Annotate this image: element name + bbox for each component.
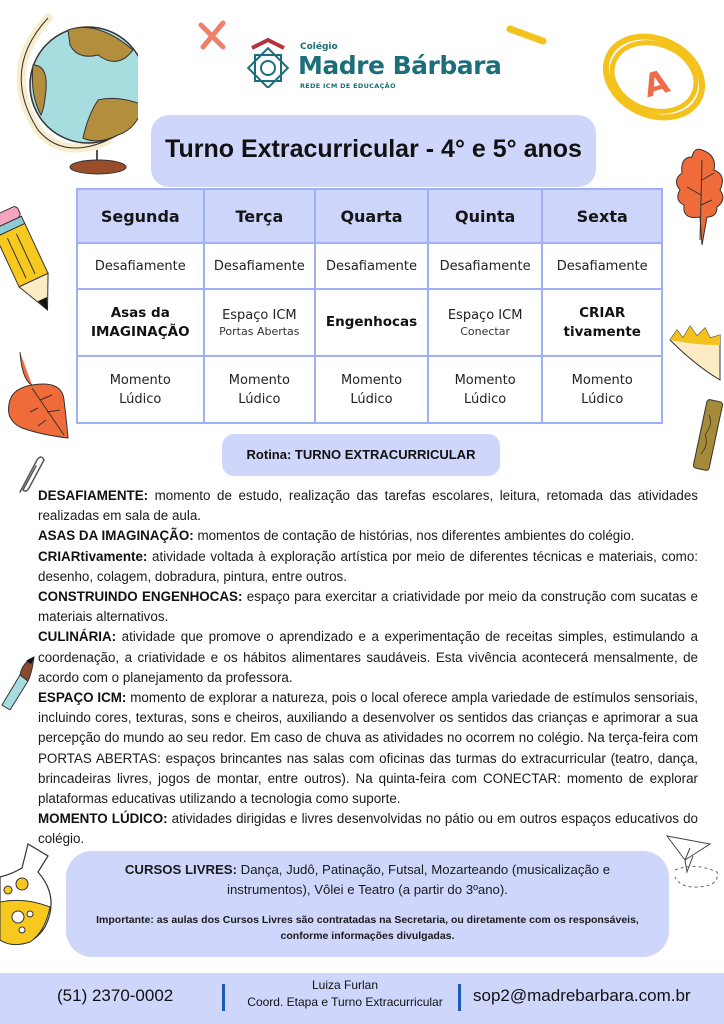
cell-line: Lúdico: [464, 391, 507, 407]
description-term: ASAS DA IMAGINAÇÃO:: [38, 528, 194, 544]
table-cell: [542, 356, 662, 423]
cursos-livres-box: [66, 851, 669, 957]
footer-divider: [222, 984, 225, 1011]
coordinator-name: Luiza Furlan: [311, 978, 379, 992]
description-text: momentos de contação de histórias, nos diferentes ambientes do colégio.: [193, 528, 635, 544]
cell-line: CRIAR: [579, 304, 626, 321]
description-item: [38, 587, 698, 627]
table-row: [77, 356, 662, 423]
table-cell: Desafiamente: [77, 243, 204, 289]
cell-line: Lúdico: [119, 391, 162, 407]
school-logo-icon: [246, 38, 290, 88]
description-term: CRIARtivamente:: [38, 548, 148, 564]
cell-line: IMAGINAÇÃO: [90, 323, 190, 340]
cell-line: Asas da: [110, 304, 170, 321]
rotina-label: Rotina: TURNO EXTRACURRICULAR: [222, 434, 500, 476]
cell-main: Espaço ICM: [222, 308, 297, 323]
footer-divider: [458, 984, 461, 1011]
cell-line: Momento: [109, 372, 171, 388]
table-cell: Engenhocas: [315, 289, 428, 356]
title-banner: [151, 115, 596, 187]
description-text: atividade que promove o aprendizado e a experimentação de receitas simples, estimulando a coordenação, a criatividade e os hábitos alimentares saudáveis. Esta vivência acontecerá mensalmente, de acordo com o planejamento da professora.: [38, 629, 698, 685]
description-item: [38, 547, 698, 587]
table-cell: Desafiamente: [315, 243, 428, 289]
cross-mark-icon: [195, 17, 231, 53]
dash-icon: [505, 22, 550, 47]
table-row: [77, 243, 662, 289]
table-cell: [204, 356, 316, 423]
crayon-icon: [693, 399, 723, 471]
svg-text:A: A: [639, 61, 674, 106]
cell-line: Lúdico: [238, 391, 281, 407]
table-cell: [428, 289, 543, 356]
description-item: [38, 809, 698, 849]
cell-line: Momento: [454, 372, 516, 388]
footer-phone[interactable]: (51) 2370-0002: [57, 986, 174, 1005]
header-quinta: Quinta: [428, 189, 543, 243]
leaf-icon: [2, 350, 72, 440]
cursos-livres-term: CURSOS LIVRES:: [124, 862, 237, 877]
table-cell: [542, 289, 662, 356]
table-cell: [77, 289, 204, 356]
paintbrush-crayon-icon: [665, 320, 724, 490]
table-cell: [204, 289, 316, 356]
header-quarta: Quarta: [315, 189, 428, 243]
school-logo: [246, 38, 502, 93]
cell-line: Momento: [340, 372, 403, 388]
description-term: CULINÁRIA:: [38, 629, 117, 645]
cell-line: Lúdico: [350, 391, 393, 407]
table-cell: [315, 356, 428, 423]
description-item: [38, 688, 698, 809]
logo-subtitle: REDE ICM DE EDUCAÇÃO: [300, 82, 396, 90]
cell-main: Espaço ICM: [447, 308, 523, 323]
footer-coordinator: [235, 977, 455, 1011]
cell-line: Momento: [571, 372, 633, 388]
description-term: MOMENTO LÚDICO:: [38, 811, 168, 827]
cell-line: Momento: [228, 372, 290, 388]
header-segunda: Segunda: [77, 189, 204, 243]
header-terca: Terça: [204, 189, 316, 243]
description-text: momento de estudo, realização das tarefas escolares, leitura, retomada das atividades realizadas em sala de aula.: [38, 488, 698, 524]
description-term: CONSTRUINDO ENGENHOCAS:: [38, 589, 243, 605]
cell-sub: Portas Abertas: [219, 325, 300, 338]
table-cell: [428, 356, 543, 423]
header-sexta: Sexta: [542, 189, 662, 243]
cell-line: tivamente: [563, 323, 641, 340]
description-item: [38, 627, 698, 688]
page-title: Turno Extracurricular - 4° e 5° anos: [165, 135, 582, 163]
description-text: atividades dirigidas e livres desenvolvidas no pátio ou em outros espaços educativos do colégio.: [38, 811, 698, 847]
coordinator-role: Coord. Etapa e Turno Extracurricular: [247, 995, 443, 1009]
oak-leaf-icon: [672, 145, 724, 250]
pencil-icon: [0, 203, 65, 323]
schedule-table: [76, 188, 663, 424]
footer: [0, 973, 724, 1024]
table-row: [77, 289, 662, 356]
cursos-livres-text: [86, 860, 649, 900]
cursos-livres-list: Dança, Judô, Patinação, Futsal, Mozarteando (musicalização e instrumentos), Vôlei e Teatro (a partir do 3ºano).: [227, 862, 611, 897]
grade-a-circle-icon: [596, 25, 711, 130]
cell-line: Lúdico: [581, 391, 624, 407]
description-item: [38, 526, 698, 546]
globe-icon: [8, 10, 138, 175]
description-text: espaço para exercitar a criatividade por meio da construção com sucatas e materiais alternativos.: [38, 589, 698, 625]
footer-email[interactable]: sop2@madrebarbara.com.br: [473, 986, 691, 1005]
logo-school-name: Madre Bárbara: [298, 51, 502, 80]
description-text: momento de explorar a natureza, pois o local oferece ampla variedade de estímulos sensoriais, incluindo cores, texturas, sons e cheiros, auxiliando a desenvolver os sentidos das crianças e aprimorar a sua percepção do mundo ao seu redor. Em caso de chuva as atividades no ocorrem no colégio. Na terça-feira com PORTAS ABERTAS: espaços brincantes nas salas com oficinas das turmas do extracurricular (teatro, dança, brincadeiras livres, jogos de montar, entre outros). Na quinta-feira com CONECTAR: momento de explorar plataformas educativas utilizando a tecnologia como suporte.: [38, 690, 699, 807]
table-cell: Desafiamente: [428, 243, 543, 289]
description-item: [38, 486, 698, 526]
description-term: ESPAÇO ICM:: [38, 690, 127, 706]
paintbrush-icon: [0, 655, 35, 710]
description-text: atividade voltada à exploração artística por meio de diferentes técnicas e materiais, como: desenho, colagem, dobradura, pintura, entre outros.: [38, 548, 698, 584]
table-cell: Desafiamente: [542, 243, 662, 289]
table-header-row: [77, 189, 662, 243]
description-term: DESAFIAMENTE:: [38, 488, 149, 503]
logo-small-text: Colégio: [300, 42, 338, 52]
table-cell: [77, 356, 204, 423]
table-cell: Desafiamente: [204, 243, 316, 289]
activity-descriptions: [38, 486, 698, 850]
cursos-livres-note: Importante: as aulas dos Cursos Livres são contratadas na Secretaria, ou diretamente com os responsáveis, conforme informações divulgadas.: [96, 914, 639, 942]
flask-icon: [0, 842, 60, 962]
cell-sub: Conectar: [460, 325, 511, 338]
